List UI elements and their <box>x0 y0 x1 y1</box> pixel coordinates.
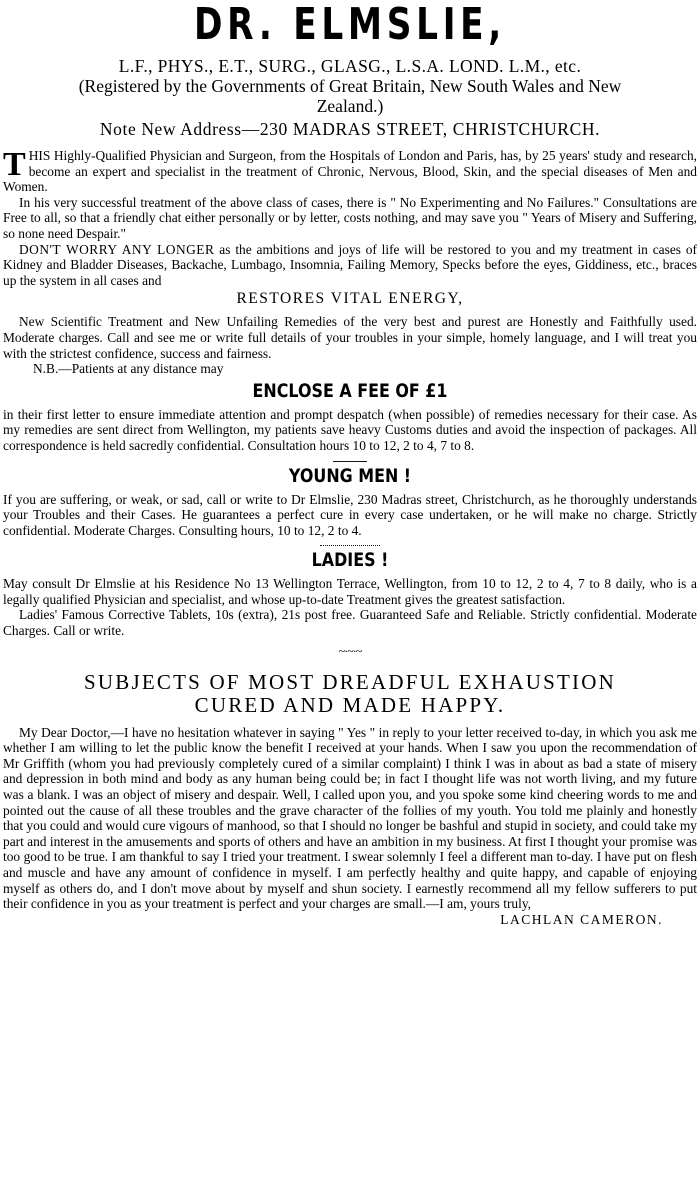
section-divider <box>320 545 380 546</box>
testimonial-letter: My Dear Doctor,—I have no hesitation whatever in saying " Yes " in reply to your letter received to-day, in which you ask me whether I am willing to let the public know the benefit I received at your hands. When I saw you upon the recommendation of Mr Griffith (whom you had previously completely cured of a similar complaint) I think I was in about as bad a state of misery and depression in both mind and body as any human being could be; in fact I thought life was not worth living, and my future was a blank. I was an object of misery and despair. Well, I called upon you, and you spoke some kind cheering words to me and pointed out the cause of all these troubles and the grave character of the follies of my youth. You told me plainly and honestly that you could and would cure vigours of manhood, so that I should no longer be bashful and stupid in society, and could take my part and interest in the amusements and sports of others and have an ambition in my business. At first I thought your promise was too good to be true. I am thankful to say I tried your treatment. I swear solemnly I feel a different man to-day. I have put on flesh and muscle and have any amount of confidence in myself. I am perfectly healthy and quite happy, and capable of enjoying myself as others do, and I don't move about by myself and shun society. I earnestly recommend all my fellow sufferers to put their confidence in you as your treatment is perfect and your charges are small.—I am, yours truly, <box>3 724 697 912</box>
intro-paragraph <box>3 148 697 195</box>
vital-energy-heading: RESTORES VITAL ENERGY, <box>236 290 464 308</box>
ladies-paragraph: May consult Dr Elmslie at his Residence No 13 Wellington Terrace, Wellington, from 10 to 12, 2 to 4, 7 to 8 daily, who is a legally qualified Physician and specialist, and whose up-to-date Treatment gives the greatest satisfaction. <box>3 576 697 607</box>
intro-first-word: HIS <box>28 148 51 163</box>
nb-line: N.B.—Patients at any distance may <box>33 361 224 377</box>
section-divider <box>333 461 367 462</box>
young-men-heading: YOUNG MEN ! <box>288 465 412 487</box>
qualifications-line: L.F., PHYS., E.T., SURG., GLASG., L.S.A. LOND. L.M., etc. <box>118 56 582 76</box>
testimonial-subheading: CURED AND MADE HAPPY. <box>194 692 506 717</box>
dont-worry-text: as the ambitions and joys of life will be restored to you and my treatment in cases of Kidney and Bladder Diseases, Backache, Lumbago, Insomnia, Failing Memory, Specks before the eyes, Giddiness, etc., braces up the system in all cases and <box>3 241 698 288</box>
registered-line-continued: Zealand.) <box>316 96 384 116</box>
young-men-paragraph: If you are suffering, or weak, or sad, call or write to Dr Elmslie, 230 Madras street, Christchurch, as he thoroughly understands your Troubles and their Cases. He guarantees a perfect cure in every case undertaken, or he will make no charge. Strictly confidential. Moderate Charges. Consulting hours, 10 to 12, 2 to 4. <box>3 491 697 538</box>
ornament-divider: ~·~·~ <box>338 643 362 658</box>
intro-section <box>3 148 697 288</box>
advert-title: DR. ELMSLIE, <box>193 0 506 50</box>
address-line: Note New Address—230 MADRAS STREET, CHRISTCHURCH. <box>99 119 601 139</box>
ladies-heading: LADIES ! <box>311 550 389 572</box>
fee-paragraph: in their first letter to ensure immediate attention and prompt despatch (when possible) of remedies necessary for their case. As my remedies are sent direct from Wellington, my patients save heavy Customs duties and avoid the inspection of packages. All correspondence is held sacredly confidential. Consultation hours 10 to 12, 2 to 4, 7 to 8. <box>3 406 697 453</box>
drop-cap: T <box>3 146 26 183</box>
advertisement-page <box>0 2 700 1177</box>
testimonial-signature: LACHLAN CAMERON. <box>500 911 663 927</box>
intro-text: Highly-Qualified Physician and Surgeon, from the Hospitals of London and Paris, has, by 25 years' study and research, become an expert and specialist in the treatment of Chronic, Nervous, Blood, Skin, and the special diseases of Men and Women. <box>3 148 697 195</box>
dont-worry-lead: DON'T WORRY ANY LONGER <box>19 241 215 257</box>
no-failures-paragraph: In his very successful treatment of the above class of cases, there is " No Experimenting and No Failures." Consultations are Free to all, so that a friendly chat either personally or by letter, costs nothing, and may save you " Years of Misery and Suffering, so none need Despair." <box>3 194 697 241</box>
tablets-paragraph: Ladies' Famous Corrective Tablets, 10s (extra), 21s post free. Guaranteed Safe and Reliable. Strictly confidential. Moderate Charges. Call or write. <box>3 607 697 639</box>
testimonial-heading: SUBJECTS OF MOST DREADFUL EXHAUSTION <box>84 669 616 694</box>
dont-worry-paragraph <box>3 242 697 289</box>
registered-line: (Registered by the Governments of Great Britain, New South Wales and New <box>78 76 622 96</box>
fee-heading: ENCLOSE A FEE OF £1 <box>252 380 448 402</box>
treatment-paragraph: New Scientific Treatment and New Unfailing Remedies of the very best and purest are Honestly and Faithfully used. Moderate charges. Call and see me or write full details of your troubles in your simple, homely language, and I will treat you with the strictest confidence, success and fairness. <box>3 314 697 361</box>
